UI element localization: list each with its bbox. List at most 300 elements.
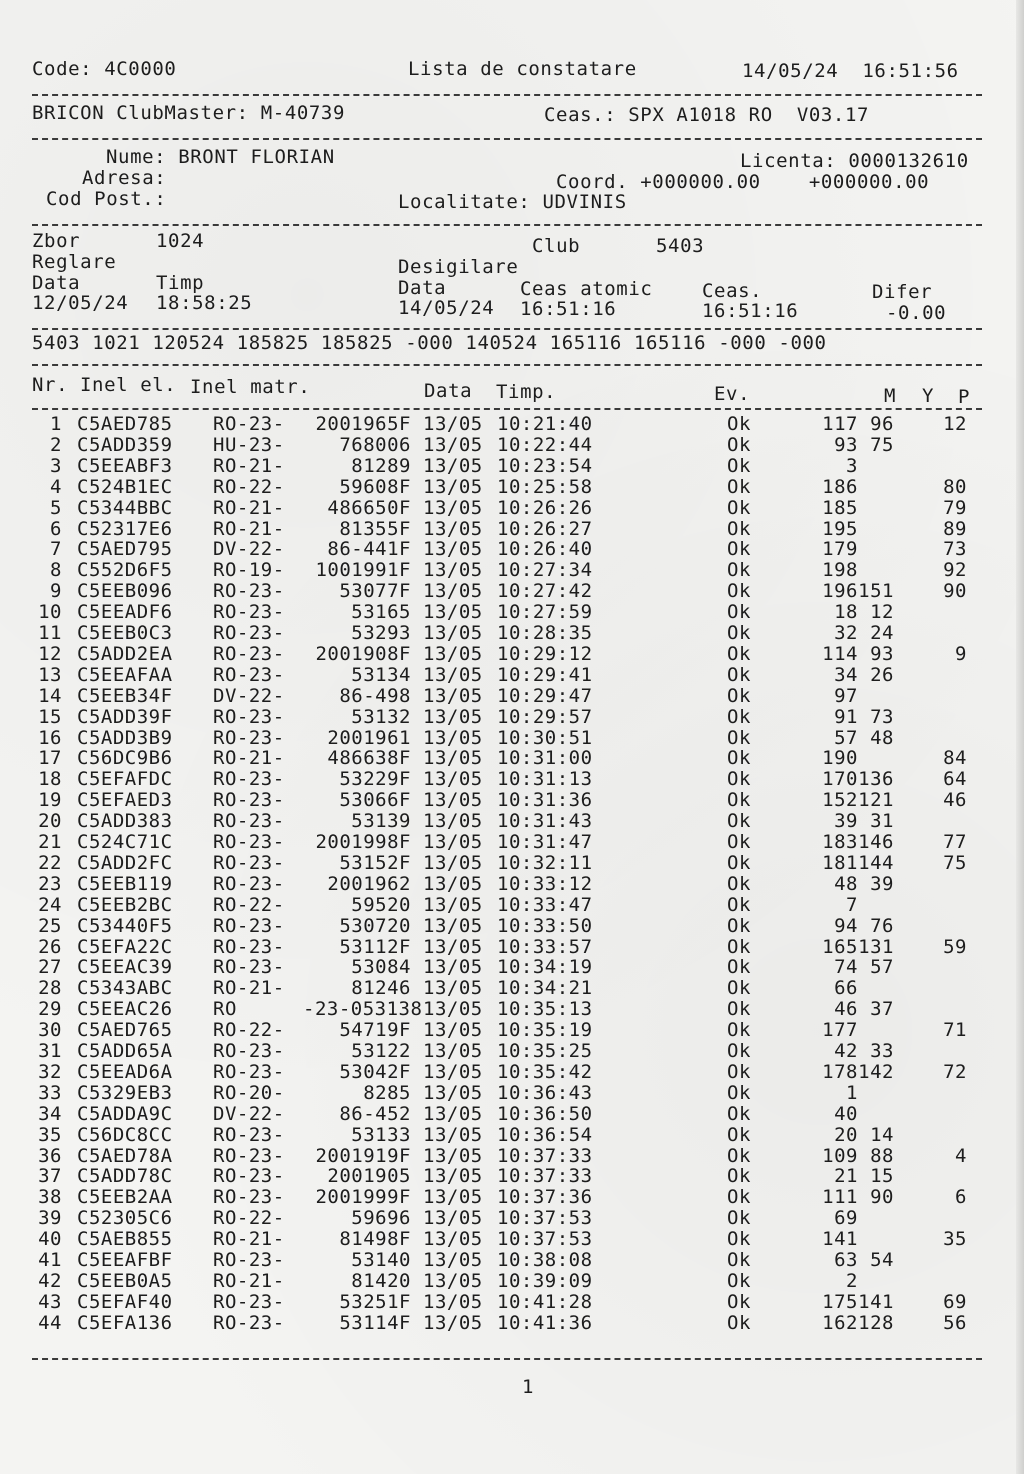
row-ev: Ok <box>727 1249 751 1271</box>
row-ev: Ok <box>727 705 751 728</box>
row-date: 13/05 <box>423 1019 483 1042</box>
row-inel-el: C5ADD359 <box>77 433 173 456</box>
row-date: 13/05 <box>423 559 483 582</box>
table-row <box>0 623 1000 644</box>
row-inel-matr: 53114F <box>339 1311 411 1334</box>
row-time: 10:37:36 <box>497 1186 593 1209</box>
row-date: 13/05 <box>423 475 483 498</box>
row-ev: Ok <box>727 1060 751 1083</box>
row-y: 76 <box>870 914 894 937</box>
row-inel-el: C5EFAF40 <box>77 1290 173 1313</box>
desigilare-date: 14/05/24 <box>398 297 495 319</box>
table-row <box>0 790 1000 811</box>
divider <box>32 408 982 410</box>
row-time: 10:33:12 <box>497 872 593 895</box>
row-inel-el: C5EFA136 <box>77 1311 173 1334</box>
row-p: 90 <box>943 580 967 603</box>
row-nr: 23 <box>38 872 62 895</box>
reglare-date: 12/05/24 <box>32 292 129 314</box>
row-y: 26 <box>870 663 894 686</box>
table-row <box>0 1104 1000 1125</box>
row-y: 128 <box>858 1311 894 1334</box>
row-inel-matr: 86-498 <box>339 684 411 707</box>
row-inel-el: C5EFAFDC <box>77 768 173 791</box>
ceas-atomic-label: Ceas atomic <box>520 278 653 300</box>
row-nr: 8 <box>50 559 62 582</box>
row-nr: 21 <box>38 831 62 853</box>
coordinates: Coord. +000000.00 +000000.00 <box>556 171 930 193</box>
row-inel-el: C5EEB2AA <box>77 1186 173 1209</box>
table-row <box>0 978 1000 999</box>
row-nr: 40 <box>38 1228 62 1251</box>
row-inel-el: C5ADDA9C <box>77 1102 173 1125</box>
row-ev: Ok <box>727 475 751 498</box>
row-m: 34 <box>834 663 858 686</box>
row-ring-prefix: RO-23- <box>213 831 285 853</box>
row-time: 10:35:19 <box>497 1019 593 1042</box>
row-ev: Ok <box>727 956 751 979</box>
difer-value: -0.00 <box>886 302 947 324</box>
row-time: 10:37:53 <box>497 1207 593 1230</box>
row-inel-el: C5343ABC <box>77 977 173 1000</box>
row-m: 111 <box>822 1186 858 1209</box>
row-inel-matr: 53165 <box>351 601 411 624</box>
row-nr: 32 <box>38 1060 62 1083</box>
row-m: 7 <box>846 893 858 916</box>
zbor-label: Zbor <box>32 230 81 252</box>
row-ev: Ok <box>727 601 751 624</box>
row-p: 46 <box>943 789 967 812</box>
row-y: 24 <box>870 622 894 644</box>
row-ring-prefix: RO-23- <box>213 1186 285 1209</box>
table-row <box>0 874 1000 895</box>
row-nr: 35 <box>38 1123 62 1146</box>
row-y: 88 <box>870 1144 894 1167</box>
row-inel-matr: 53134 <box>351 663 411 686</box>
row-inel-el: C5EEB096 <box>77 580 173 603</box>
row-date: 13/05 <box>423 1207 483 1230</box>
row-inel-matr: 53084 <box>351 956 411 979</box>
row-inel-el: C5AED785 <box>77 413 173 435</box>
row-y: 131 <box>858 935 894 958</box>
row-ring-prefix: RO-21- <box>213 454 285 477</box>
row-m: 152 <box>822 789 858 812</box>
difer-label: Difer <box>872 281 933 303</box>
row-time: 10:41:36 <box>497 1311 593 1334</box>
row-inel-matr: 2001919F <box>315 1144 411 1167</box>
row-date: 13/05 <box>423 454 483 477</box>
row-y: 121 <box>858 789 894 812</box>
row-time: 10:39:09 <box>497 1269 593 1292</box>
row-time: 10:36:43 <box>497 1081 593 1104</box>
table-row <box>0 414 1000 435</box>
row-inel-matr: 2001905 <box>327 1165 411 1188</box>
row-ev: Ok <box>727 580 751 603</box>
row-date: 13/05 <box>423 956 483 979</box>
table-row <box>0 1271 1000 1292</box>
table-row <box>0 1250 1000 1271</box>
row-time: 10:29:57 <box>497 705 593 728</box>
row-date: 13/05 <box>423 1228 483 1251</box>
row-inel-el: C52305C6 <box>77 1207 173 1230</box>
row-m: 109 <box>822 1144 858 1167</box>
row-m: 117 <box>822 413 858 435</box>
divider <box>32 94 982 96</box>
row-inel-matr: 2001965F <box>315 413 411 435</box>
row-time: 10:41:28 <box>497 1290 593 1313</box>
row-y: 12 <box>870 601 894 624</box>
table-row <box>0 1083 1000 1104</box>
row-ev: Ok <box>727 413 751 435</box>
row-m: 2 <box>846 1269 858 1292</box>
row-ring-prefix: RO-23- <box>213 789 285 812</box>
table-row <box>0 707 1000 728</box>
row-ring-prefix: DV-22- <box>213 538 285 561</box>
row-p: 56 <box>943 1311 967 1334</box>
row-inel-el: C524B1EC <box>77 475 173 498</box>
clock-id: Ceas.: SPX A1018 RO V03.17 <box>544 104 870 126</box>
row-inel-matr: 54719F <box>339 1019 411 1042</box>
row-inel-matr: 1001991F <box>315 559 411 582</box>
row-ev: Ok <box>727 977 751 1000</box>
row-y: 144 <box>858 851 894 874</box>
row-inel-matr: 53042F <box>339 1060 411 1083</box>
table-row <box>0 811 1000 832</box>
row-inel-el: C5329EB3 <box>77 1081 173 1104</box>
row-m: 178 <box>822 1060 858 1083</box>
row-inel-el: C5ADD39F <box>77 705 173 728</box>
row-ring-prefix: RO-19- <box>213 559 285 582</box>
row-inel-el: C5EEB0A5 <box>77 1269 173 1292</box>
row-ev: Ok <box>727 914 751 937</box>
ceas-label: Ceas. <box>702 280 763 302</box>
row-time: 10:30:51 <box>497 726 593 749</box>
timp-label: Timp <box>156 272 205 294</box>
row-inel-matr: 53122 <box>351 1040 411 1062</box>
row-time: 10:38:08 <box>497 1249 593 1271</box>
row-ev: Ok <box>727 622 751 644</box>
row-p: 79 <box>943 496 967 519</box>
row-nr: 28 <box>38 977 62 1000</box>
row-ring-prefix: DV-22- <box>213 684 285 707</box>
row-inel-matr: 2001998F <box>315 831 411 853</box>
row-ring-prefix: RO-21- <box>213 747 285 770</box>
row-nr: 19 <box>38 789 62 812</box>
row-inel-matr: 53140 <box>351 1249 411 1271</box>
row-time: 10:29:47 <box>497 684 593 707</box>
row-time: 10:27:42 <box>497 580 593 603</box>
row-ev: Ok <box>727 726 751 749</box>
table-row <box>0 769 1000 790</box>
row-nr: 31 <box>38 1040 62 1062</box>
row-nr: 33 <box>38 1081 62 1104</box>
row-time: 10:37:33 <box>497 1144 593 1167</box>
row-inel-el: C5344BBC <box>77 496 173 519</box>
row-nr: 10 <box>38 601 62 624</box>
table-row <box>0 832 1000 853</box>
row-inel-matr: 81498F <box>339 1228 411 1251</box>
row-date: 13/05 <box>423 726 483 749</box>
col-p: P <box>958 386 971 408</box>
row-inel-matr: 59608F <box>339 475 411 498</box>
row-date: 13/05 <box>423 496 483 519</box>
table-row <box>0 1208 1000 1229</box>
row-ring-prefix: RO-23- <box>213 1249 285 1271</box>
row-y: 96 <box>870 413 894 435</box>
row-y: 37 <box>870 998 894 1021</box>
zbor-value: 1024 <box>156 230 205 252</box>
row-inel-el: C5ADD78C <box>77 1165 173 1188</box>
row-y: 33 <box>870 1040 894 1062</box>
row-nr: 30 <box>38 1019 62 1042</box>
row-time: 10:27:34 <box>497 559 593 582</box>
row-ring-prefix: RO-22- <box>213 1019 285 1042</box>
row-time: 10:31:36 <box>497 789 593 812</box>
row-p: 92 <box>943 559 967 582</box>
row-nr: 41 <box>38 1249 62 1271</box>
row-ring-prefix: RO-23- <box>213 768 285 791</box>
table-row <box>0 456 1000 477</box>
row-inel-el: C5ADD65A <box>77 1040 173 1062</box>
atomic-time: 16:51:16 <box>520 298 617 320</box>
row-ring-prefix: RO-23- <box>213 1123 285 1146</box>
row-nr: 12 <box>38 642 62 665</box>
row-date: 13/05 <box>423 622 483 644</box>
row-time: 10:23:54 <box>497 454 593 477</box>
table-row <box>0 1229 1000 1250</box>
document-title: Lista de constatare <box>408 58 637 80</box>
row-ev: Ok <box>727 517 751 540</box>
row-time: 10:28:35 <box>497 622 593 644</box>
table-row <box>0 1187 1000 1208</box>
table-row <box>0 477 1000 498</box>
row-time: 10:35:42 <box>497 1060 593 1083</box>
row-ring-prefix: RO-23- <box>213 663 285 686</box>
row-ev: Ok <box>727 768 751 791</box>
row-m: 177 <box>822 1019 858 1042</box>
row-y: 57 <box>870 956 894 979</box>
col-ev: Ev. <box>714 383 751 405</box>
row-nr: 3 <box>50 454 62 477</box>
row-nr: 6 <box>50 517 62 540</box>
row-nr: 42 <box>38 1269 62 1292</box>
row-ev: Ok <box>727 1165 751 1188</box>
club-label: Club <box>532 235 581 257</box>
row-nr: 43 <box>38 1290 62 1313</box>
row-p: 9 <box>955 642 967 665</box>
row-ring-prefix: DV-22- <box>213 1102 285 1125</box>
table-row <box>0 602 1000 623</box>
row-time: 10:36:54 <box>497 1123 593 1146</box>
row-date: 13/05 <box>423 914 483 937</box>
row-date: 13/05 <box>423 1102 483 1125</box>
row-y: 31 <box>870 810 894 833</box>
row-inel-el: C5EEB0C3 <box>77 622 173 644</box>
row-inel-el: C5EEADF6 <box>77 601 173 624</box>
row-m: 165 <box>822 935 858 958</box>
row-date: 13/05 <box>423 789 483 812</box>
row-ring-prefix: RO-23- <box>213 1040 285 1062</box>
row-inel-matr: 81289 <box>351 454 411 477</box>
row-nr: 24 <box>38 893 62 916</box>
row-y: 39 <box>870 872 894 895</box>
row-nr: 27 <box>38 956 62 979</box>
row-ring-prefix: RO-23- <box>213 810 285 833</box>
table-row <box>0 1313 1000 1334</box>
row-inel-el: C56DC9B6 <box>77 747 173 770</box>
row-p: 64 <box>943 768 967 791</box>
row-ring-prefix: RO-23- <box>213 1060 285 1083</box>
row-inel-el: C5AED78A <box>77 1144 173 1167</box>
table-row <box>0 686 1000 707</box>
row-ring-prefix: RO-22- <box>213 1207 285 1230</box>
table-row <box>0 916 1000 937</box>
row-time: 10:37:53 <box>497 1228 593 1251</box>
row-date: 13/05 <box>423 998 483 1021</box>
row-p: 6 <box>955 1186 967 1209</box>
row-date: 13/05 <box>423 831 483 853</box>
col-m: M <box>884 385 897 407</box>
row-ring-prefix: RO-23- <box>213 642 285 665</box>
row-ring-prefix: RO-21- <box>213 977 285 1000</box>
table-row <box>0 644 1000 665</box>
table-row <box>0 748 1000 769</box>
row-m: 175 <box>822 1290 858 1313</box>
row-date: 13/05 <box>423 1290 483 1313</box>
row-time: 10:21:40 <box>497 413 593 435</box>
row-y: 54 <box>870 1249 894 1271</box>
row-ev: Ok <box>727 1228 751 1251</box>
table-row <box>0 999 1000 1020</box>
row-ring-prefix: RO <box>213 998 237 1021</box>
row-m: 32 <box>834 622 858 644</box>
row-nr: 2 <box>50 433 62 456</box>
row-date: 13/05 <box>423 977 483 1000</box>
row-time: 10:31:00 <box>497 747 593 770</box>
clubmaster-id: BRICON ClubMaster: M-40739 <box>32 102 346 124</box>
row-inel-matr: 486650F <box>327 496 411 519</box>
row-time: 10:33:47 <box>497 893 593 916</box>
divider <box>32 364 982 366</box>
table-row <box>0 539 1000 560</box>
row-ev: Ok <box>727 1144 751 1167</box>
row-inel-el: C5EEAC26 <box>77 998 173 1021</box>
row-m: 3 <box>846 454 858 477</box>
row-time: 10:29:12 <box>497 642 593 665</box>
row-nr: 29 <box>38 998 62 1021</box>
row-nr: 26 <box>38 935 62 958</box>
row-p: 73 <box>943 538 967 561</box>
row-time: 10:36:50 <box>497 1102 593 1125</box>
row-inel-matr: 59696 <box>351 1207 411 1230</box>
row-ring-prefix: RO-23- <box>213 413 285 435</box>
row-ring-prefix: RO-23- <box>213 935 285 958</box>
row-inel-el: C5ADD2FC <box>77 851 173 874</box>
row-ring-prefix: RO-21- <box>213 496 285 519</box>
code-label: Code: 4C0000 <box>32 58 177 80</box>
row-inel-matr: 53077F <box>339 580 411 603</box>
row-p: 89 <box>943 517 967 540</box>
row-m: 114 <box>822 642 858 665</box>
row-inel-el: C5EFA22C <box>77 935 173 958</box>
divider <box>32 1358 982 1360</box>
row-nr: 44 <box>38 1311 62 1334</box>
table-row <box>0 937 1000 958</box>
row-inel-matr: 2001962 <box>327 872 411 895</box>
row-inel-matr: 2001908F <box>315 642 411 665</box>
row-date: 13/05 <box>423 684 483 707</box>
row-m: 42 <box>834 1040 858 1062</box>
table-row <box>0 1041 1000 1062</box>
row-time: 10:31:43 <box>497 810 593 833</box>
row-inel-el: C552D6F5 <box>77 559 173 582</box>
table-row <box>0 1166 1000 1187</box>
row-m: 181 <box>822 851 858 874</box>
row-date: 13/05 <box>423 413 483 435</box>
ceas-time: 16:51:16 <box>702 300 799 322</box>
row-nr: 7 <box>50 538 62 561</box>
row-date: 13/05 <box>423 1144 483 1167</box>
row-ev: Ok <box>727 935 751 958</box>
row-m: 195 <box>822 517 858 540</box>
row-y: 48 <box>870 726 894 749</box>
row-nr: 15 <box>38 705 62 728</box>
row-ev: Ok <box>727 893 751 916</box>
row-ev: Ok <box>727 559 751 582</box>
row-nr: 16 <box>38 726 62 749</box>
row-ring-prefix: RO-21- <box>213 517 285 540</box>
row-inel-matr: 81420 <box>351 1269 411 1292</box>
table-row <box>0 665 1000 686</box>
row-p: 72 <box>943 1060 967 1083</box>
row-ev: Ok <box>727 747 751 770</box>
row-ev: Ok <box>727 1311 751 1334</box>
row-ev: Ok <box>727 1019 751 1042</box>
row-m: 170 <box>822 768 858 791</box>
row-ev: Ok <box>727 1186 751 1209</box>
row-m: 97 <box>834 684 858 707</box>
row-nr: 14 <box>38 684 62 707</box>
row-ev: Ok <box>727 1040 751 1062</box>
row-inel-el: C5EEAD6A <box>77 1060 173 1083</box>
row-ring-prefix: RO-20- <box>213 1081 285 1104</box>
row-ring-prefix: RO-23- <box>213 601 285 624</box>
row-ring-prefix: RO-23- <box>213 705 285 728</box>
row-ring-prefix: RO-23- <box>213 1311 285 1334</box>
table-row <box>0 853 1000 874</box>
owner-name: Nume: BRONT FLORIAN <box>106 146 335 168</box>
row-inel-matr: 86-452 <box>339 1102 411 1125</box>
row-inel-el: C5AED795 <box>77 538 173 561</box>
row-inel-el: C5EFAED3 <box>77 789 173 812</box>
row-ring-prefix: RO-23- <box>213 580 285 603</box>
row-m: 141 <box>822 1228 858 1251</box>
data-label: Data <box>32 272 81 294</box>
row-inel-matr: 53066F <box>339 789 411 812</box>
col-nr: Nr. <box>32 374 69 396</box>
row-y: 142 <box>858 1060 894 1083</box>
row-nr: 25 <box>38 914 62 937</box>
row-date: 13/05 <box>423 517 483 540</box>
row-y: 90 <box>870 1186 894 1209</box>
row-ring-prefix: RO-23- <box>213 914 285 937</box>
row-m: 94 <box>834 914 858 937</box>
row-ev: Ok <box>727 998 751 1021</box>
row-ev: Ok <box>727 810 751 833</box>
row-date: 13/05 <box>423 1040 483 1062</box>
reglare-time: 18:58:25 <box>156 292 253 314</box>
row-nr: 22 <box>38 851 62 874</box>
